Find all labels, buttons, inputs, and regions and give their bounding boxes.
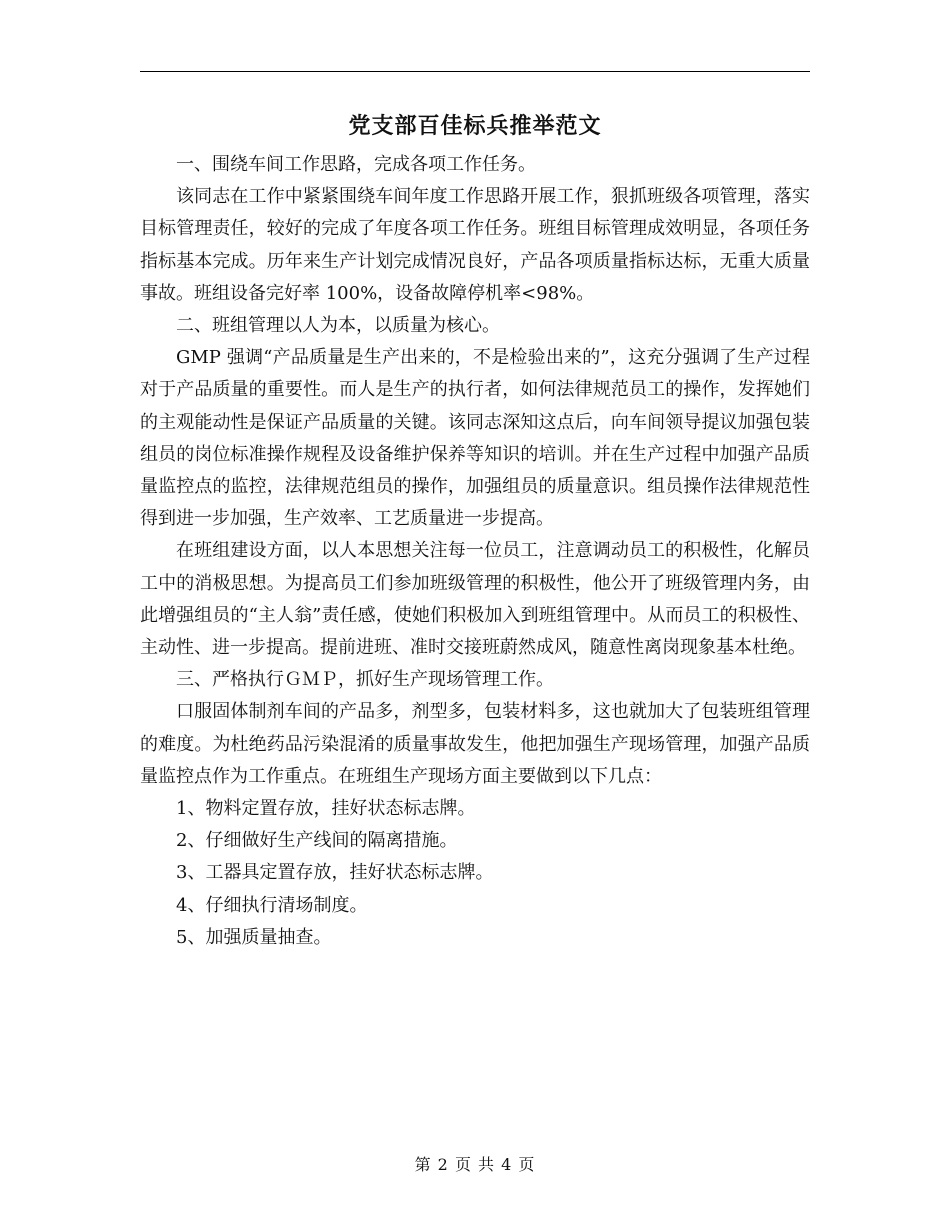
body-paragraph-3: 在班组建设方面，以人本思想关注每一位员工，注意调动员工的积极性，化解员工中的消极思想。为提高员工们参加班级管理的积极性，他公开了班级管理内务，由此增强组员的“主人翁”责任感，使她们积极加入到班组管理中。从而员工的积极性、主动性、进一步提高。提前进班、准时交接班蔚然成风，随意性离岗现象基本杜绝。 <box>140 540 810 659</box>
body-paragraph-1: 该同志在工作中紧紧围绕车间年度工作思路开展工作，狠抓班级各项管理，落实目标管理责任，较好的完成了年度各项工作任务。班组目标管理成效明显，各项任务指标基本完成。历年来生产计划完成情况良好，产品各项质量指标达标，无重大质量事故。班组设备完好率 100%，设备故障停机率<98%。 <box>140 186 810 304</box>
body-paragraph-2: GMP 强调“产品质量是生产出来的，不是检验出来的”，这充分强调了生产过程对于产品质量的重要性。而人是生产的执行者，如何法律规范员工的操作，发挥她们的主观能动性是保证产品质量的关键。该同志深知这点后，向车间领导提议加强包装组员的岗位标准操作规程及设备维护保养等知识的培训。并在生产过程中加强产品质量监控点的监控，法律规范组员的操作，加强组员的质量意识。组员操作法律规范性得到进一步加强，生产效率、工艺质量进一步提高。 <box>140 347 810 530</box>
list-item-1: 1、物料定置存放，挂好状态标志牌。 <box>176 798 476 820</box>
list-item-3: 3、工器具定置存放，挂好状态标志牌。 <box>176 862 494 884</box>
document-title: 党支部百佳标兵推举范文 <box>348 113 602 139</box>
body-paragraph-4: 口服固体制剂车间的产品多，剂型多，包装材料多，这也就加大了包装班组管理的难度。为杜绝药品污染混淆的质量事故发生，他把加强生产现场管理，加强产品质量监控点作为工作重点。在班组生产现场方面主要做到以下几点： <box>140 701 810 787</box>
list-item-4: 4、仔细执行清场制度。 <box>176 894 368 916</box>
section-heading-3: 三、严格执行ＧＭＰ，抓好生产现场管理工作。 <box>176 669 554 691</box>
document-body <box>140 149 810 954</box>
list-item-5: 5、加强质量抽查。 <box>176 926 332 948</box>
section-heading-2: 二、班组管理以人为本，以质量为核心。 <box>176 315 500 337</box>
header-rule <box>140 71 810 72</box>
page-number-footer: 第 2 页 共 4 页 <box>414 1155 536 1174</box>
list-item-2: 2、仔细做好生产线间的隔离措施。 <box>176 830 458 852</box>
section-heading-1: 一、围绕车间工作思路，完成各项工作任务。 <box>176 154 536 175</box>
